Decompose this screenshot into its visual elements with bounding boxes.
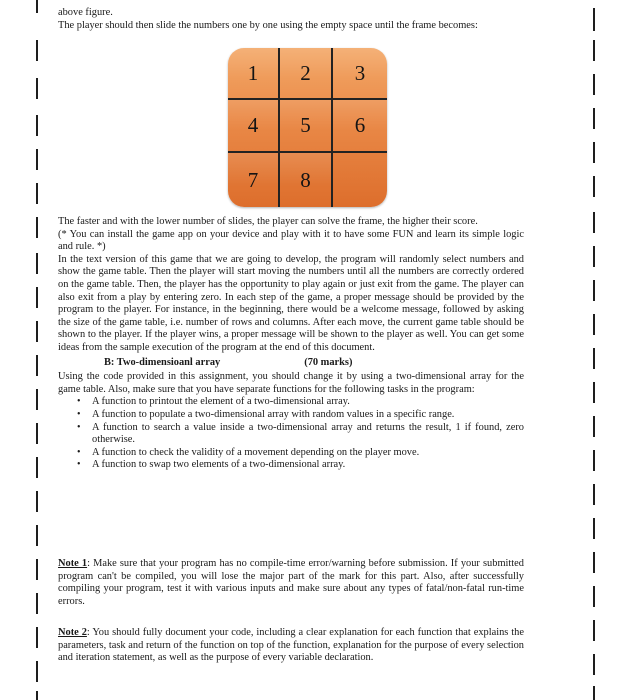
margin-bar — [36, 217, 38, 238]
list-item: • A function to populate a two-dimensional array with random values in a specific range. — [77, 408, 455, 420]
list-item: • A function to printout the element of a two-dimensional array. — [77, 396, 350, 408]
note-2-label: Note 2 — [58, 627, 87, 638]
puzzle-tile: 1 — [228, 48, 280, 100]
margin-bar — [36, 457, 38, 478]
intro-line-1: above figure. — [58, 7, 113, 18]
margin-bar — [593, 246, 595, 267]
puzzle-tile: 6 — [333, 100, 387, 153]
bullet-icon: • — [77, 421, 81, 433]
paragraph-app-note: (* You can install the game app on your device and play with it to have some FUN and learn its simple logic and rule. *) — [58, 228, 524, 253]
margin-bar — [593, 518, 595, 539]
margin-bar — [593, 416, 595, 437]
list-item: • A function to search a value inside a two-dimensional array and returns the result, 1 if found, zero otherwise. — [77, 421, 524, 446]
margin-bar — [36, 78, 38, 99]
margin-bar — [593, 8, 595, 31]
section-b-heading — [58, 357, 524, 370]
margin-bar — [593, 74, 595, 95]
bullet-icon: • — [77, 446, 81, 458]
puzzle-tile: 8 — [280, 153, 333, 207]
paragraph-score: The faster and with the lower number of slides, the player can solve the frame, the higher their score. — [58, 216, 478, 227]
margin-bar — [36, 115, 38, 136]
margin-bar — [36, 491, 38, 512]
margin-bar — [36, 691, 38, 700]
puzzle-tile: 3 — [333, 48, 387, 100]
section-b-title: B: Two-dimensioanl array — [104, 356, 221, 368]
margin-bar — [36, 321, 38, 342]
margin-bar — [593, 586, 595, 607]
note-1-label: Note 1 — [58, 558, 88, 569]
margin-bar — [593, 176, 595, 197]
bullet-icon: • — [77, 396, 81, 408]
margin-bar — [36, 389, 38, 410]
margin-bar — [36, 355, 38, 376]
margin-bar — [36, 525, 38, 546]
margin-bar — [36, 183, 38, 204]
margin-bar — [36, 593, 38, 614]
margin-bar — [36, 559, 38, 580]
margin-bar — [36, 423, 38, 444]
margin-bar — [593, 280, 595, 301]
margin-bar — [36, 287, 38, 308]
note-1-text: : Make sure that your program has no compile-time error/warning before submission. If your submitted program can't be compiled, you will lose the major part of the mark for this part. Also, after successfully compiling your program, test it with various inputs and make sure about any types of fatal/non-fatal run-time errors. — [58, 558, 524, 607]
puzzle-grid — [228, 48, 387, 207]
margin-bar — [593, 654, 595, 675]
list-item: • A function to check the validity of a movement depending on the player move. — [77, 446, 420, 458]
section-b-marks: (70 marks) — [304, 356, 353, 368]
puzzle-tile: 2 — [280, 48, 333, 100]
paragraph-text-version: In the text version of this game that we are going to develop, the program will randomly select numbers and show the game table. Then the player will start moving the numbers until all the numbers are correctly ordered on the game table. Then, the player has the opportunity to play again or just exit from the game. The player can also exit from a play by entering zero. In each step of the game, a proper message should be provided by the program to the player. For instance, in the beginning, there would be a welcome message, followed by asking the size of the game table, i.e. number of rows and columns. After each move, the current game table should be shown to the player. If the player wins, a proper message will be shown to the player as well. You can get some ideas from the sample execution of the program at the end of this document. — [58, 253, 524, 353]
margin-bar — [36, 253, 38, 274]
sliding-puzzle-image — [228, 48, 387, 207]
note-1 — [58, 558, 524, 608]
margin-bar — [593, 450, 595, 471]
margin-bar — [36, 0, 38, 13]
margin-bar — [593, 314, 595, 335]
margin-bar — [593, 348, 595, 369]
margin-bar — [593, 212, 595, 233]
margin-bar — [36, 40, 38, 61]
margin-bar — [593, 382, 595, 403]
puzzle-tile: 4 — [228, 100, 280, 153]
margin-bar — [593, 108, 595, 129]
puzzle-tile: 7 — [228, 153, 280, 207]
puzzle-empty-space — [333, 153, 387, 207]
puzzle-tile: 5 — [280, 100, 333, 153]
margin-bar — [593, 40, 595, 61]
margin-bar — [593, 484, 595, 505]
margin-bar — [593, 142, 595, 163]
intro-line-2: The player should then slide the numbers one by one using the empty space until the frame becomes: — [58, 19, 478, 31]
margin-bar — [36, 661, 38, 682]
body-block — [58, 216, 524, 472]
margin-bar — [593, 686, 595, 700]
margin-bar — [593, 552, 595, 573]
section-b-body: Using the code provided in this assignment, you should change it by using a two-dimensional array for the game table. Also, make sure that you have separate functions for the following tasks in the program: — [58, 371, 524, 395]
margin-bar — [36, 627, 38, 648]
function-list — [58, 396, 524, 472]
note-2 — [58, 627, 524, 665]
margin-bar — [593, 620, 595, 641]
intro-block — [58, 7, 524, 32]
bullet-icon: • — [77, 459, 81, 471]
bullet-icon: • — [77, 408, 81, 420]
note-2-text: : You should fully document your code, including a clear explanation for each function that explains the parameters, task and return of the function on top of the function, explanation for the purpose of every selection and iteration statement, as well as the purpose of every variable declaration. — [58, 627, 524, 664]
margin-bar — [36, 149, 38, 170]
list-item: • A function to swap two elements of a two-dimensional array. — [77, 459, 346, 471]
